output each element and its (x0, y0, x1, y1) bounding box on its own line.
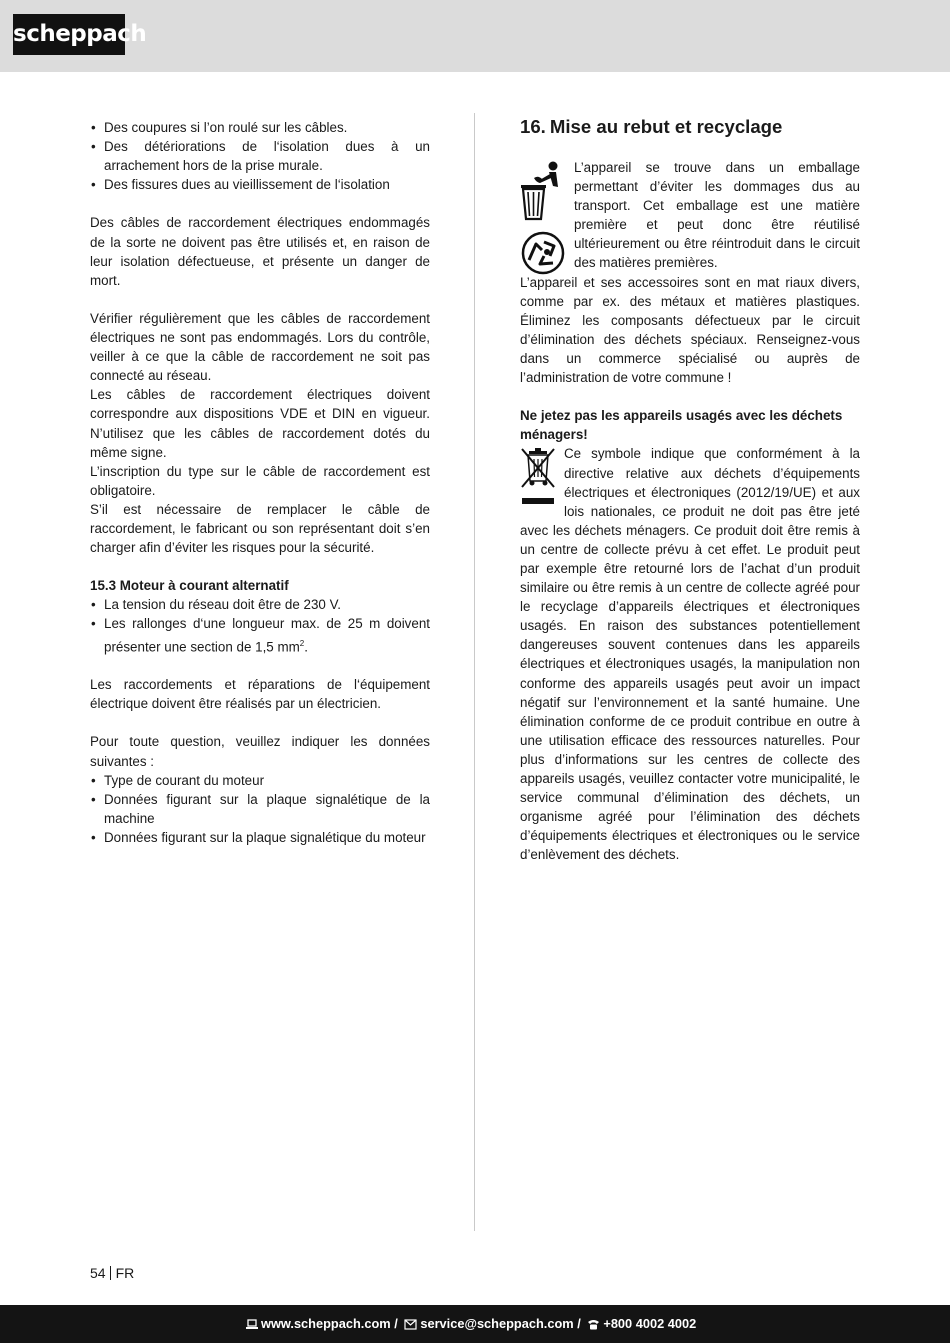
phone-number[interactable]: +800 4002 4002 (603, 1316, 697, 1331)
paragraph-packaging: L’appareil se trouve dans un emballage permettant d’éviter les dommages dus au transport. Cet emballage est une matière première et peut donc être réutilisé ultérieurement ou être réintroduit dans le circuit des matières premières. (574, 160, 860, 271)
email-link[interactable]: service@scheppach.com / (420, 1316, 581, 1331)
crossed-bin-icon (520, 447, 556, 505)
section-title-text: Mise au rebut et recyclage (549, 116, 783, 137)
list-item: • Des détériorations de l‘isolation dues à un arrachement hors de la prise murale. (90, 137, 430, 175)
laptop-icon (246, 1319, 258, 1330)
paragraph-check-cables: Vérifier régulièrement que les câbles de raccordement électriques ne sont pas endommagés. Lors du contrôle, veiller à ce que la câble de raccordement ne soit pas connecté au réseau. (90, 310, 430, 384)
mail-icon (404, 1319, 417, 1330)
column-divider (474, 113, 475, 1231)
list-item: • Type de courant du moteur (90, 771, 430, 790)
list-item: • Des coupures si l’on roulé sur les câbles. (90, 118, 430, 137)
extension-period: . (304, 639, 308, 654)
section-title (520, 115, 860, 139)
list-item: • Des fissures dues au vieillissement de l‘isolation (90, 175, 430, 194)
heading-15-3: 15.3 Moteur à courant alternatif (90, 578, 289, 594)
extension-text: Les rallonges d‘une longueur max. de 25 m doivent présenter une section de 1,5 mm (104, 616, 430, 654)
cable-damage-list (90, 118, 430, 194)
list-item: • Données figurant sur la plaque signalétique de la machine (90, 790, 430, 828)
required-data-list (90, 771, 430, 847)
footer-band (0, 1305, 950, 1343)
language-code: FR (115, 1265, 135, 1281)
paragraph-electrician: Les raccordements et réparations de l‘équipement électrique doivent être réalisés par un électricien. (90, 677, 430, 712)
motor-requirements-list (90, 595, 430, 656)
list-item (90, 614, 430, 656)
icon-stack (520, 161, 566, 276)
superscript-2: 2 (299, 638, 305, 648)
warning-heading: Ne jetez pas les appareils usagés avec les déchets ménagers! (520, 408, 843, 443)
paragraph-vde-din: Les câbles de raccordement électriques doivent correspondre aux dispositions VDE et DIN en vigueur. N’utilisez que les câbles de raccordement dotés du même signe. (90, 387, 430, 460)
weee-symbol (520, 447, 556, 505)
list-item: • Données figurant sur la plaque signalétique du moteur (90, 828, 430, 847)
phone-icon (587, 1319, 600, 1330)
paragraph-damaged-cables: Des câbles de raccordement électriques endommagés de la sorte ne doivent pas être utilisés et, en raison de leur isolation défectueuse, et présente un danger de mort. (90, 215, 430, 288)
recycling-icon (520, 230, 566, 276)
paragraph-weee: Ce symbole indique que conformément à la directive relative aux déchets d’équipements électriques et électroniques (2012/19/UE) et aux lois nationales, ce produit ne doit pas être jeté avec les déchets ménagers. Ce produit doit être remis à un centre de collecte prévu à cet effet. Le produit peut par exemple être retourné lors de l’achat d’un produit similaire ou être remis à un centre de collecte agréé pour le recyclage d’appareils électriques et électroniques usagés. En raison des substances potentiellement dangereuses souvent contenues dans les appareils électriques et électroniques usagés, la manipulation non conforme des appareils usagés peut avoir un impact négatif sur l’environnement et la santé humaine. Une élimination conforme de ce produit contribue en outre à une utilisation efficace des ressources naturelles. Pour plus d’informations sur les centres de collecte des appareils usagés, veuillez contacter votre municipalité, le service communal d’élimination des déchets, un organisme agréé pour l’élimination des déchets d’équipements électriques et électroniques ou le service d’enlèvement des déchets. (520, 446, 860, 863)
website-link[interactable]: www.scheppach.com / (261, 1316, 398, 1331)
paragraph-questions: Pour toute question, veuillez indiquer les données suivantes : (90, 734, 430, 769)
header-band (0, 0, 950, 72)
trash-bin-icon (520, 161, 566, 223)
footer-contact (246, 1315, 696, 1333)
paragraph-type-label: L’inscription du type sur le câble de raccordement est obligatoire. (90, 463, 430, 498)
left-column (90, 118, 430, 847)
page-number (90, 1264, 134, 1282)
paragraph-materials: L’appareil et ses accessoires sont en mat riaux divers, comme par ex. des métaux et matières plastiques. Éliminez les composants défectueux par le circuit d’élimination des déchets spéciaux. Renseignez-vous dans un commerce spécialisé ou auprès de l’administration de votre commune ! (520, 274, 860, 386)
list-item: • La tension du réseau doit être de 230 V. (90, 595, 430, 614)
page-number-value: 54 (90, 1265, 106, 1281)
section-number: 16. (520, 116, 546, 137)
right-column (520, 115, 860, 864)
brand-logo: scheppach (13, 14, 125, 55)
paragraph-replacement: S’il est nécessaire de remplacer le câble de raccordement, le fabricant ou son représentant doit s’en charger afin d’éviter les risques pour la sécurité. (90, 501, 430, 556)
